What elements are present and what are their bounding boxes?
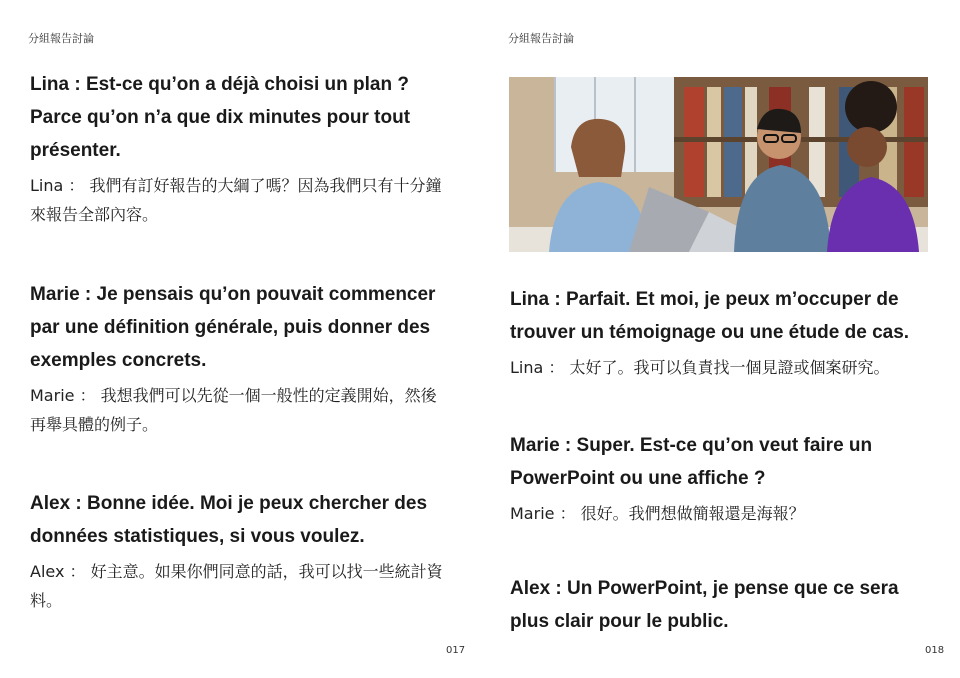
page-number: 017 xyxy=(446,645,466,656)
dialogue-entry-lina xyxy=(510,283,930,382)
french-line: Marie : Super. Est-ce qu’on veut faire un PowerPoint ou une affiche ? xyxy=(510,435,873,489)
dialogue-entry-alex xyxy=(30,487,450,615)
chinese-translation: Marie ： 很好。我們想做簡報還是海報？ xyxy=(510,504,805,523)
french-line: Lina : Est-ce qu’on a déjà choisi un plan ? Parce qu’on n’a que dix minutes pour tout présenter. xyxy=(30,74,411,161)
running-head: 分組報告討論 xyxy=(508,32,574,45)
dialogue-entry-alex xyxy=(510,572,930,638)
french-line: Marie : Je pensais qu’on pouvait commencer par une définition générale, puis donner des exemples concrets. xyxy=(30,284,436,371)
chinese-translation: Marie ： 我想我們可以先從一個一般性的定義開始，然後再舉具體的例子。 xyxy=(30,386,437,434)
dialogue-entry-marie xyxy=(510,429,930,528)
students-library-photo xyxy=(509,77,928,252)
dialogue-entry-marie xyxy=(30,278,450,439)
photo-illustration xyxy=(509,77,928,252)
chinese-translation: Lina ： 我們有訂好報告的大綱了嗎？因為我們只有十分鐘來報告全部內容。 xyxy=(30,176,442,224)
french-line: Alex : Un PowerPoint, je pense que ce sera plus clair pour le public. xyxy=(510,578,899,632)
french-line: Alex : Bonne idée. Moi je peux chercher des données statistiques, si vous voulez. xyxy=(30,493,428,547)
chinese-translation: Lina ： 太好了。我可以負責找一個見證或個案研究。 xyxy=(510,358,890,377)
running-head: 分組報告討論 xyxy=(28,32,94,45)
french-line: Lina : Parfait. Et moi, je peux m’occuper de trouver un témoignage ou une étude de cas. xyxy=(510,289,910,343)
chinese-translation: Alex ： 好主意。如果你們同意的話，我可以找一些統計資料。 xyxy=(30,562,443,610)
dialogue-entry-lina xyxy=(30,68,450,229)
right-page xyxy=(480,0,960,678)
page-number: 018 xyxy=(925,645,945,656)
